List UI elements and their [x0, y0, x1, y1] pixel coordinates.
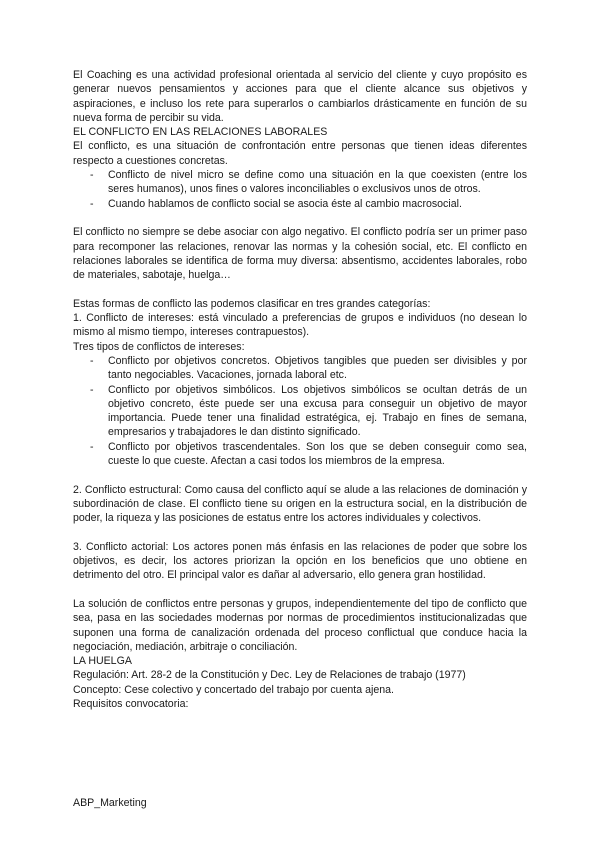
page-footer: ABP_Marketing	[73, 797, 147, 809]
strike-requirements: Requisitos convocatoria:	[73, 698, 189, 711]
category-2-paragraph: 2. Conflicto estructural: Como causa del conflicto aquí se alude a las relaciones de dominación y subordinación de clase. El conflicto tiene su origen en la estructura social, en la distribución de poder, la riqueza y las posiciones de estatus entre los actores individuales y colectivos.	[73, 483, 527, 525]
conflict-not-negative-paragraph: El conflicto no siempre se debe asociar con algo negativo. El conflicto podría ser un primer paso para recomponer las relaciones, renovar las normas y la cohesión social, etc. El conflicto en relaciones laborales se identifica de forma muy diversa: absentismo, accidentes laborales, robo de materiales, sabotaje, huelga…	[73, 226, 527, 282]
list-item: - Conflicto de nivel micro se define como una situación en la que coexisten (entre los seres humanos), unos fines o valores inconciliables o exclusivos unos de otros.	[73, 168, 527, 197]
interest-types-intro: Tres tipos de conflictos de intereses:	[73, 340, 245, 353]
document-page	[73, 68, 527, 711]
conflict-levels-list	[73, 168, 527, 211]
list-item: - Conflicto por objetivos concretos. Objetivos tangibles que pueden ser divisibles y por tanto negociables. Vacaciones, jornada laboral etc.	[73, 354, 527, 383]
conflict-definition: El conflicto, es una situación de confrontación entre personas que tienen ideas diferentes respecto a cuestiones concretas.	[73, 140, 527, 167]
solution-paragraph: La solución de conflictos entre personas y grupos, independientemente del tipo de conflicto que sea, pasa en las sociedades modernas por normas de procedimientos institucionalizadas que suponen una forma de canalización ordenada del proceso conflictual que conduce hacia la negociación, mediación, arbitraje o conciliación.	[73, 597, 527, 653]
conflict-heading: EL CONFLICTO EN LAS RELACIONES LABORALES	[73, 126, 328, 139]
category-3-paragraph: 3. Conflicto actorial: Los actores ponen más énfasis en las relaciones de poder que sobre los objetivos, es decir, los actores priorizan la opción en los beneficios que uno obtiene en detrimento del otro. El principal valor es dañar al adversario, ello genera gran hostilidad.	[73, 540, 527, 582]
strike-concept: Concepto: Cese colectivo y concertado del trabajo por cuenta ajena.	[73, 683, 394, 696]
list-item: - Cuando hablamos de conflicto social se asocia éste al cambio macrosocial.	[73, 197, 527, 211]
list-item: - Conflicto por objetivos simbólicos. Los objetivos simbólicos se ocultan detrás de un objetivo concreto, éste puede ser una excusa para conseguir un objetivo de mayor importancia. Puede tener una finalidad estratégica, ej. Trabajo en fines de semana, empresarios y trabajadores le dan distinto significado.	[73, 383, 527, 440]
list-item: - Conflicto por objetivos trascendentales. Son los que se deben conseguir como sea, cueste lo que cueste. Afectan a casi todos los miembros de la empresa.	[73, 440, 527, 469]
interest-types-list	[73, 354, 527, 468]
strike-regulation: Regulación: Art. 28-2 de la Constitución y Dec. Ley de Relaciones de trabajo (1977)	[73, 669, 466, 682]
category-1-paragraph: 1. Conflicto de intereses: está vinculado a preferencias de grupos e individuos (no desean lo mismo al mismo tiempo, intereses contrapuestos).	[73, 312, 527, 339]
strike-heading: LA HUELGA	[73, 655, 132, 668]
categories-intro: Estas formas de conflicto las podemos clasificar en tres grandes categorías:	[73, 297, 431, 310]
intro-paragraph: El Coaching es una actividad profesional orientada al servicio del cliente y cuyo propósito es generar nuevos pensamientos y acciones para que el cliente alcance sus objetivos y aspiraciones, e incluso los rete para superarlos o cambiarlos drásticamente en función de su nueva forma de percibir su vida.	[73, 69, 527, 124]
